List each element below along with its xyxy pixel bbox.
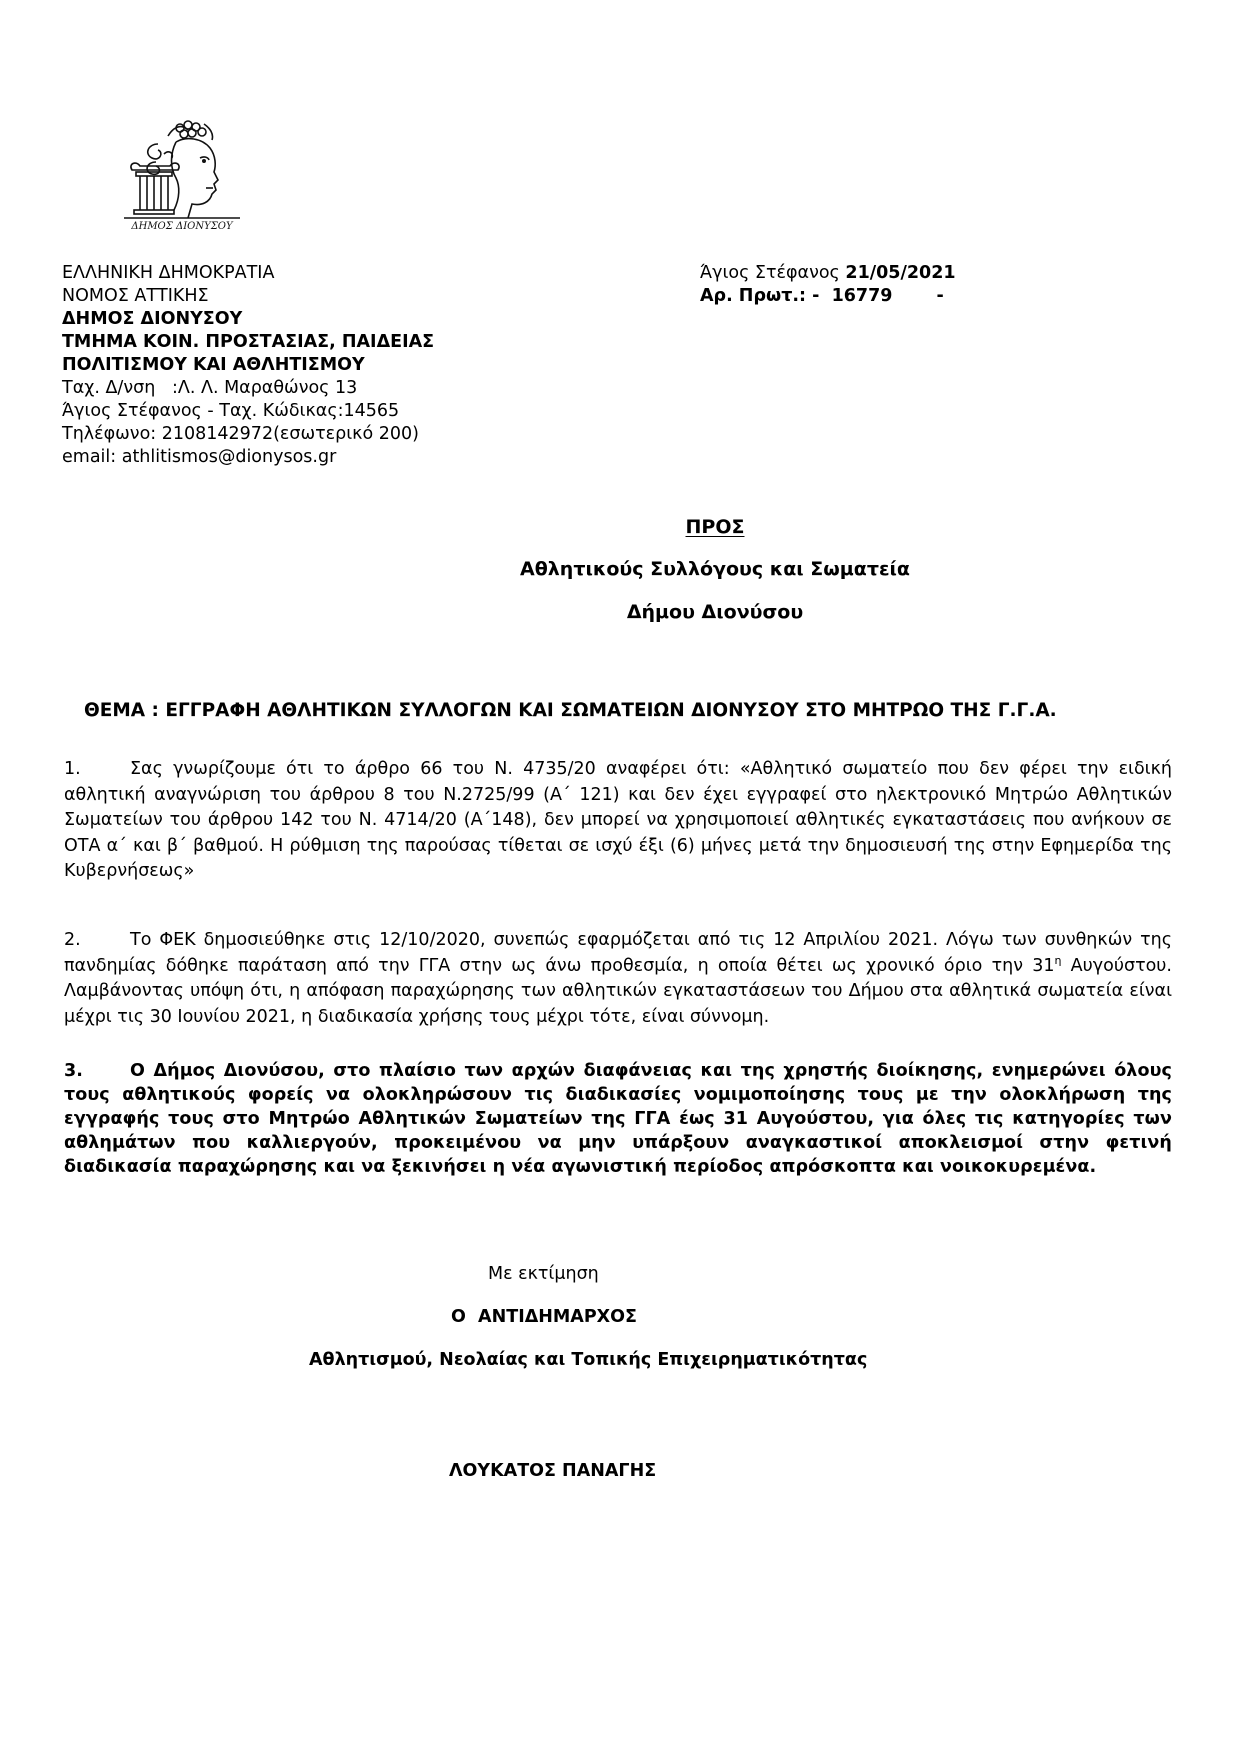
document-date-line [700,262,956,285]
paragraph-2 [64,928,1172,1030]
sender-phone: Τηλέφωνο: 2108142972(εσωτερικό 200) [62,424,419,444]
paragraph-text-cont: Αυγούστου. Λαμβάνοντας υπόψη ότι, η απόφαση παραχώρησης των αθλητικών εγκαταστάσεων του Δήμου στα αθλητικά σωματεία είναι μέχρι τις 30 Ιουνίου 2021, η διαδικασία χρήσης τους μέχρι τότε, είναι σύννομη. [64,955,1172,1027]
paragraph-text: Σας γνωρίζουμε ότι το άρθρο 66 του Ν. 4735/20 αναφέρει ότι: «Αθλητικό σωματείο που δεν φέρει την ειδική αθλητική αναγνώριση του άρθρου 8 του Ν.2725/99 (Α΄ 121) και δεν έχει εγγραφεί στο ηλεκτρονικό Μητρώο Αθλητικών Σωματείων του άρθρου 142 του Ν. 4714/20 (Α΄148), δεν μπορεί να χρησιμοποιεί αθλητικές εγκαταστάσεις που ανήκουν σε ΟΤΑ α΄ και β΄ βαθμού. Η ρύθμιση της παρούσας τίθεται σε ισχύ έξι (6) μήνες μετά την δημοσιευσή της στην Εφημερίδα της Κυβερνήσεως» [64,759,1172,881]
sender-country: ΕΛΛΗΝΙΚΗ ΔΗΜΟΚΡΑΤΙΑ [62,263,275,283]
protocol-suffix: - [936,286,944,306]
paragraph-text: Ο Δήμος Διονύσου, στο πλαίσιο των αρχών διαφάνειας και της χρηστής διοίκησης, ενημερώνει όλους τους αθλητικούς φορείς να ολοκληρώσουν τις διαδικασίες νομιμοποίησης τους με την ολοκλήρωση της εγγραφής τους στο Μητρώο Αθλητικών Σωματείων της ΓΓΑ έως 31 Αυγούστου, για όλες τις κατηγορίες των αθλημάτων που καλλιεργούν, προκειμένου να μην υπάρξουν αναγκαστικοί αποκλεισμοί στην φετινή διαδικασία παραχώρησης και να ξεκινήσει η νέα αγωνιστική περίοδος απρόσκοπτα και νοικοκυρεμένα. [64,1061,1172,1177]
paragraph-number: 1. [64,759,81,779]
svg-text:ΔΗΜΟΣ ΔΙΟΝΥΣΟΥ: ΔΗΜΟΣ ΔΙΟΝΥΣΟΥ [131,221,233,232]
sender-email: email: athlitismos@dionysos.gr [62,447,337,467]
closing-greeting: Με εκτίμηση [488,1264,599,1284]
sender-address: Ταχ. Δ/νση :Λ. Λ. Μαραθώνος 13 [62,378,358,398]
ordinal-superscript: η [1054,953,1062,967]
signatory-name: ΛΟΥΚΑΤΟΣ ΠΑΝΑΓΗΣ [449,1461,657,1481]
protocol-number: 16779 [831,286,893,306]
document-date: 21/05/2021 [845,263,956,283]
sender-prefecture: ΝΟΜΟΣ ΑΤΤΙΚΗΣ [62,286,209,306]
sender-postcode: Άγιος Στέφανος - Ταχ. Κώδικας:14565 [62,401,400,421]
recipient-line1: Αθλητικούς Συλλόγους και Σωματεία [520,558,910,580]
sender-municipality: ΔΗΜΟΣ ΔΙΟΝΥΣΟΥ [62,309,243,329]
paragraph-text: Το ΦΕΚ δημοσιεύθηκε στις 12/10/2020, συνεπώς εφαρμόζεται από τις 12 Απριλίου 2021. Λόγω των συνθηκών της πανδημίας δόθηκε παράταση από την ΓΓΑ στην ως άνω προθεσμία, η οποία θέτει ως χρονικό όριο την 31 [64,930,1172,976]
signatory-title: Ο ΑΝΤΙΔΗΜΑΡΧΟΣ [451,1307,637,1327]
recipient-label: ΠΡΟΣ [685,516,745,538]
paragraph-1 [64,757,1172,885]
municipality-logo [118,114,246,232]
recipient-line2: Δήμου Διονύσου [626,601,804,623]
paragraph-3 [64,1059,1172,1179]
dionysos-head-icon [118,114,246,232]
protocol-label: Αρ. Πρωτ.: - [700,286,832,306]
paragraph-number: 3. [64,1061,84,1081]
signatory-portfolio: Αθλητισμού, Νεολαίας και Τοπικής Επιχειρηματικότητας [309,1350,868,1370]
sender-department-cont: ΠΟΛΙΤΙΣΜΟΥ ΚΑΙ ΑΘΛΗΤΙΣΜΟΥ [62,355,365,375]
subject-line: ΘΕΜΑ : ΕΓΓΡΑΦΗ ΑΘΛΗΤΙΚΩΝ ΣΥΛΛΟΓΩΝ ΚΑΙ ΣΩΜΑΤΕΙΩΝ ΔΙΟΝΥΣΟΥ ΣΤΟ ΜΗΤΡΩΟ ΤΗΣ Γ.Γ.Α. [84,700,1057,721]
sender-department: ΤΜΗΜΑ ΚΟΙΝ. ΠΡΟΣΤΑΣΙΑΣ, ΠΑΙΔΕΙΑΣ [62,332,435,352]
protocol-line [700,285,944,308]
paragraph-number: 2. [64,930,81,950]
document-place: Άγιος Στέφανος [700,263,846,283]
